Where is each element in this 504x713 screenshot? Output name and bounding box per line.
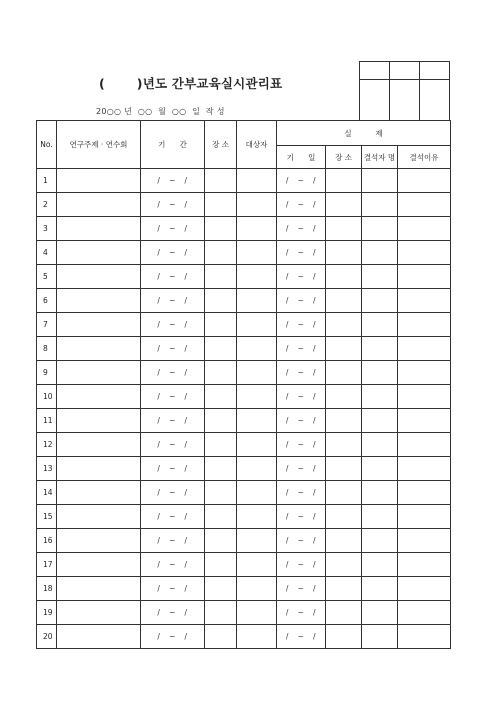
approval-header-cell [390, 62, 420, 80]
actual-place-cell [326, 265, 362, 289]
actual-place-cell [326, 505, 362, 529]
target-cell [237, 529, 277, 553]
row-number: 10 [37, 385, 57, 409]
absentee-cell [362, 409, 398, 433]
place-cell [205, 289, 237, 313]
absentee-cell [362, 385, 398, 409]
period-cell: / ~ / [141, 505, 205, 529]
table-row [37, 241, 451, 265]
actual-place-cell [326, 385, 362, 409]
row-number: 17 [37, 553, 57, 577]
place-cell [205, 433, 237, 457]
absentee-cell [362, 601, 398, 625]
header-period: 기 간 [141, 121, 205, 169]
table-row [37, 457, 451, 481]
header-absentee: 결석자 명 [362, 146, 398, 169]
actual-place-cell [326, 337, 362, 361]
header-absence-reason: 결석이유 [398, 146, 451, 169]
actual-place-cell [326, 169, 362, 193]
row-number: 5 [37, 265, 57, 289]
table-row [37, 601, 451, 625]
actual-place-cell [326, 481, 362, 505]
actual-place-cell [326, 289, 362, 313]
row-number: 8 [37, 337, 57, 361]
row-number: 19 [37, 601, 57, 625]
row-number: 16 [37, 529, 57, 553]
target-cell [237, 601, 277, 625]
topic-cell [57, 385, 141, 409]
period-cell: / ~ / [141, 409, 205, 433]
place-cell [205, 193, 237, 217]
absence-reason-cell [398, 529, 451, 553]
actual-date-cell: / ~ / [277, 217, 326, 241]
absentee-cell [362, 193, 398, 217]
absentee-cell [362, 289, 398, 313]
period-cell: / ~ / [141, 553, 205, 577]
actual-place-cell [326, 409, 362, 433]
period-cell: / ~ / [141, 385, 205, 409]
header-actual: 실 제 [277, 121, 451, 146]
actual-date-cell: / ~ / [277, 265, 326, 289]
row-number: 12 [37, 433, 57, 457]
approval-sign-cell [390, 80, 420, 121]
absentee-cell [362, 217, 398, 241]
place-cell [205, 529, 237, 553]
table-row [37, 289, 451, 313]
period-cell: / ~ / [141, 433, 205, 457]
topic-cell [57, 625, 141, 649]
row-number: 11 [37, 409, 57, 433]
absence-reason-cell [398, 169, 451, 193]
place-cell [205, 313, 237, 337]
absence-reason-cell [398, 481, 451, 505]
approval-sign-cell [360, 80, 390, 121]
actual-date-cell: / ~ / [277, 409, 326, 433]
absence-reason-cell [398, 505, 451, 529]
absentee-cell [362, 529, 398, 553]
actual-date-cell: / ~ / [277, 433, 326, 457]
place-cell [205, 385, 237, 409]
topic-cell [57, 433, 141, 457]
topic-cell [57, 169, 141, 193]
approval-sign-cell [420, 80, 450, 121]
topic-cell [57, 409, 141, 433]
period-cell: / ~ / [141, 289, 205, 313]
row-number: 18 [37, 577, 57, 601]
row-number: 9 [37, 361, 57, 385]
actual-date-cell: / ~ / [277, 313, 326, 337]
date-line: 20○○ 년 ○○ 월 ○○ 일 작 성 [96, 107, 225, 116]
absentee-cell [362, 505, 398, 529]
actual-date-cell: / ~ / [277, 457, 326, 481]
table-row [37, 385, 451, 409]
header-actual-date: 기 일 [277, 146, 326, 169]
topic-cell [57, 553, 141, 577]
period-cell: / ~ / [141, 169, 205, 193]
header-no: No. [37, 121, 57, 169]
period-cell: / ~ / [141, 265, 205, 289]
place-cell [205, 337, 237, 361]
place-cell [205, 601, 237, 625]
actual-date-cell: / ~ / [277, 481, 326, 505]
absentee-cell [362, 577, 398, 601]
absence-reason-cell [398, 553, 451, 577]
target-cell [237, 241, 277, 265]
absentee-cell [362, 169, 398, 193]
period-cell: / ~ / [141, 601, 205, 625]
table-row [37, 481, 451, 505]
period-cell: / ~ / [141, 529, 205, 553]
topic-cell [57, 313, 141, 337]
table-row [37, 433, 451, 457]
period-cell: / ~ / [141, 457, 205, 481]
education-management-table [36, 120, 451, 649]
table-row [37, 313, 451, 337]
target-cell [237, 433, 277, 457]
row-number: 2 [37, 193, 57, 217]
period-cell: / ~ / [141, 313, 205, 337]
table-row [37, 409, 451, 433]
target-cell [237, 481, 277, 505]
row-number: 1 [37, 169, 57, 193]
actual-date-cell: / ~ / [277, 361, 326, 385]
form-title: ( )년도 간부교육실시관리표 [99, 76, 283, 91]
absence-reason-cell [398, 217, 451, 241]
place-cell [205, 409, 237, 433]
place-cell [205, 625, 237, 649]
actual-date-cell: / ~ / [277, 553, 326, 577]
period-cell: / ~ / [141, 361, 205, 385]
absence-reason-cell [398, 241, 451, 265]
absence-reason-cell [398, 601, 451, 625]
row-number: 7 [37, 313, 57, 337]
period-cell: / ~ / [141, 193, 205, 217]
actual-place-cell [326, 529, 362, 553]
actual-place-cell [326, 457, 362, 481]
table-row [37, 361, 451, 385]
target-cell [237, 193, 277, 217]
approval-box [359, 61, 450, 121]
actual-place-cell [326, 217, 362, 241]
target-cell [237, 217, 277, 241]
actual-date-cell: / ~ / [277, 337, 326, 361]
absence-reason-cell [398, 409, 451, 433]
place-cell [205, 505, 237, 529]
absentee-cell [362, 553, 398, 577]
period-cell: / ~ / [141, 577, 205, 601]
actual-place-cell [326, 625, 362, 649]
row-number: 15 [37, 505, 57, 529]
table-row [37, 553, 451, 577]
actual-date-cell: / ~ / [277, 289, 326, 313]
target-cell [237, 553, 277, 577]
absence-reason-cell [398, 385, 451, 409]
target-cell [237, 577, 277, 601]
period-cell: / ~ / [141, 481, 205, 505]
topic-cell [57, 577, 141, 601]
table-row [37, 529, 451, 553]
absence-reason-cell [398, 361, 451, 385]
topic-cell [57, 193, 141, 217]
table-row [37, 193, 451, 217]
period-cell: / ~ / [141, 217, 205, 241]
place-cell [205, 217, 237, 241]
place-cell [205, 169, 237, 193]
absence-reason-cell [398, 193, 451, 217]
row-number: 4 [37, 241, 57, 265]
actual-place-cell [326, 361, 362, 385]
place-cell [205, 457, 237, 481]
topic-cell [57, 337, 141, 361]
table-row [37, 337, 451, 361]
target-cell [237, 457, 277, 481]
topic-cell [57, 361, 141, 385]
period-cell: / ~ / [141, 241, 205, 265]
topic-cell [57, 481, 141, 505]
target-cell [237, 289, 277, 313]
actual-place-cell [326, 433, 362, 457]
target-cell [237, 313, 277, 337]
approval-header-cell [420, 62, 450, 80]
actual-date-cell: / ~ / [277, 529, 326, 553]
place-cell [205, 553, 237, 577]
row-number: 3 [37, 217, 57, 241]
absence-reason-cell [398, 577, 451, 601]
table-row [37, 625, 451, 649]
row-number: 14 [37, 481, 57, 505]
absentee-cell [362, 265, 398, 289]
approval-header-cell [360, 62, 390, 80]
target-cell [237, 385, 277, 409]
target-cell [237, 169, 277, 193]
header-topic: 연구주제 · 연수회 [57, 121, 141, 169]
target-cell [237, 337, 277, 361]
topic-cell [57, 265, 141, 289]
target-cell [237, 409, 277, 433]
actual-place-cell [326, 313, 362, 337]
place-cell [205, 481, 237, 505]
target-cell [237, 361, 277, 385]
absentee-cell [362, 337, 398, 361]
actual-date-cell: / ~ / [277, 241, 326, 265]
absentee-cell [362, 625, 398, 649]
absence-reason-cell [398, 433, 451, 457]
period-cell: / ~ / [141, 625, 205, 649]
absentee-cell [362, 241, 398, 265]
actual-date-cell: / ~ / [277, 193, 326, 217]
absentee-cell [362, 361, 398, 385]
actual-place-cell [326, 601, 362, 625]
actual-place-cell [326, 553, 362, 577]
absence-reason-cell [398, 337, 451, 361]
table-row [37, 505, 451, 529]
header-place: 장 소 [205, 121, 237, 169]
topic-cell [57, 241, 141, 265]
place-cell [205, 577, 237, 601]
absence-reason-cell [398, 265, 451, 289]
absence-reason-cell [398, 313, 451, 337]
table-row [37, 169, 451, 193]
place-cell [205, 265, 237, 289]
header-target: 대상자 [237, 121, 277, 169]
actual-date-cell: / ~ / [277, 577, 326, 601]
absence-reason-cell [398, 625, 451, 649]
topic-cell [57, 457, 141, 481]
topic-cell [57, 217, 141, 241]
actual-date-cell: / ~ / [277, 169, 326, 193]
row-number: 6 [37, 289, 57, 313]
actual-date-cell: / ~ / [277, 601, 326, 625]
place-cell [205, 361, 237, 385]
absence-reason-cell [398, 289, 451, 313]
table-row [37, 217, 451, 241]
absentee-cell [362, 457, 398, 481]
actual-date-cell: / ~ / [277, 505, 326, 529]
topic-cell [57, 505, 141, 529]
absentee-cell [362, 433, 398, 457]
table-row [37, 577, 451, 601]
target-cell [237, 505, 277, 529]
target-cell [237, 265, 277, 289]
actual-place-cell [326, 241, 362, 265]
header-actual-place: 장 소 [326, 146, 362, 169]
topic-cell [57, 529, 141, 553]
table-row [37, 265, 451, 289]
absentee-cell [362, 481, 398, 505]
topic-cell [57, 289, 141, 313]
period-cell: / ~ / [141, 337, 205, 361]
row-number: 13 [37, 457, 57, 481]
actual-date-cell: / ~ / [277, 385, 326, 409]
actual-place-cell [326, 193, 362, 217]
target-cell [237, 625, 277, 649]
place-cell [205, 241, 237, 265]
actual-date-cell: / ~ / [277, 625, 326, 649]
absentee-cell [362, 313, 398, 337]
topic-cell [57, 601, 141, 625]
row-number: 20 [37, 625, 57, 649]
absence-reason-cell [398, 457, 451, 481]
actual-place-cell [326, 577, 362, 601]
